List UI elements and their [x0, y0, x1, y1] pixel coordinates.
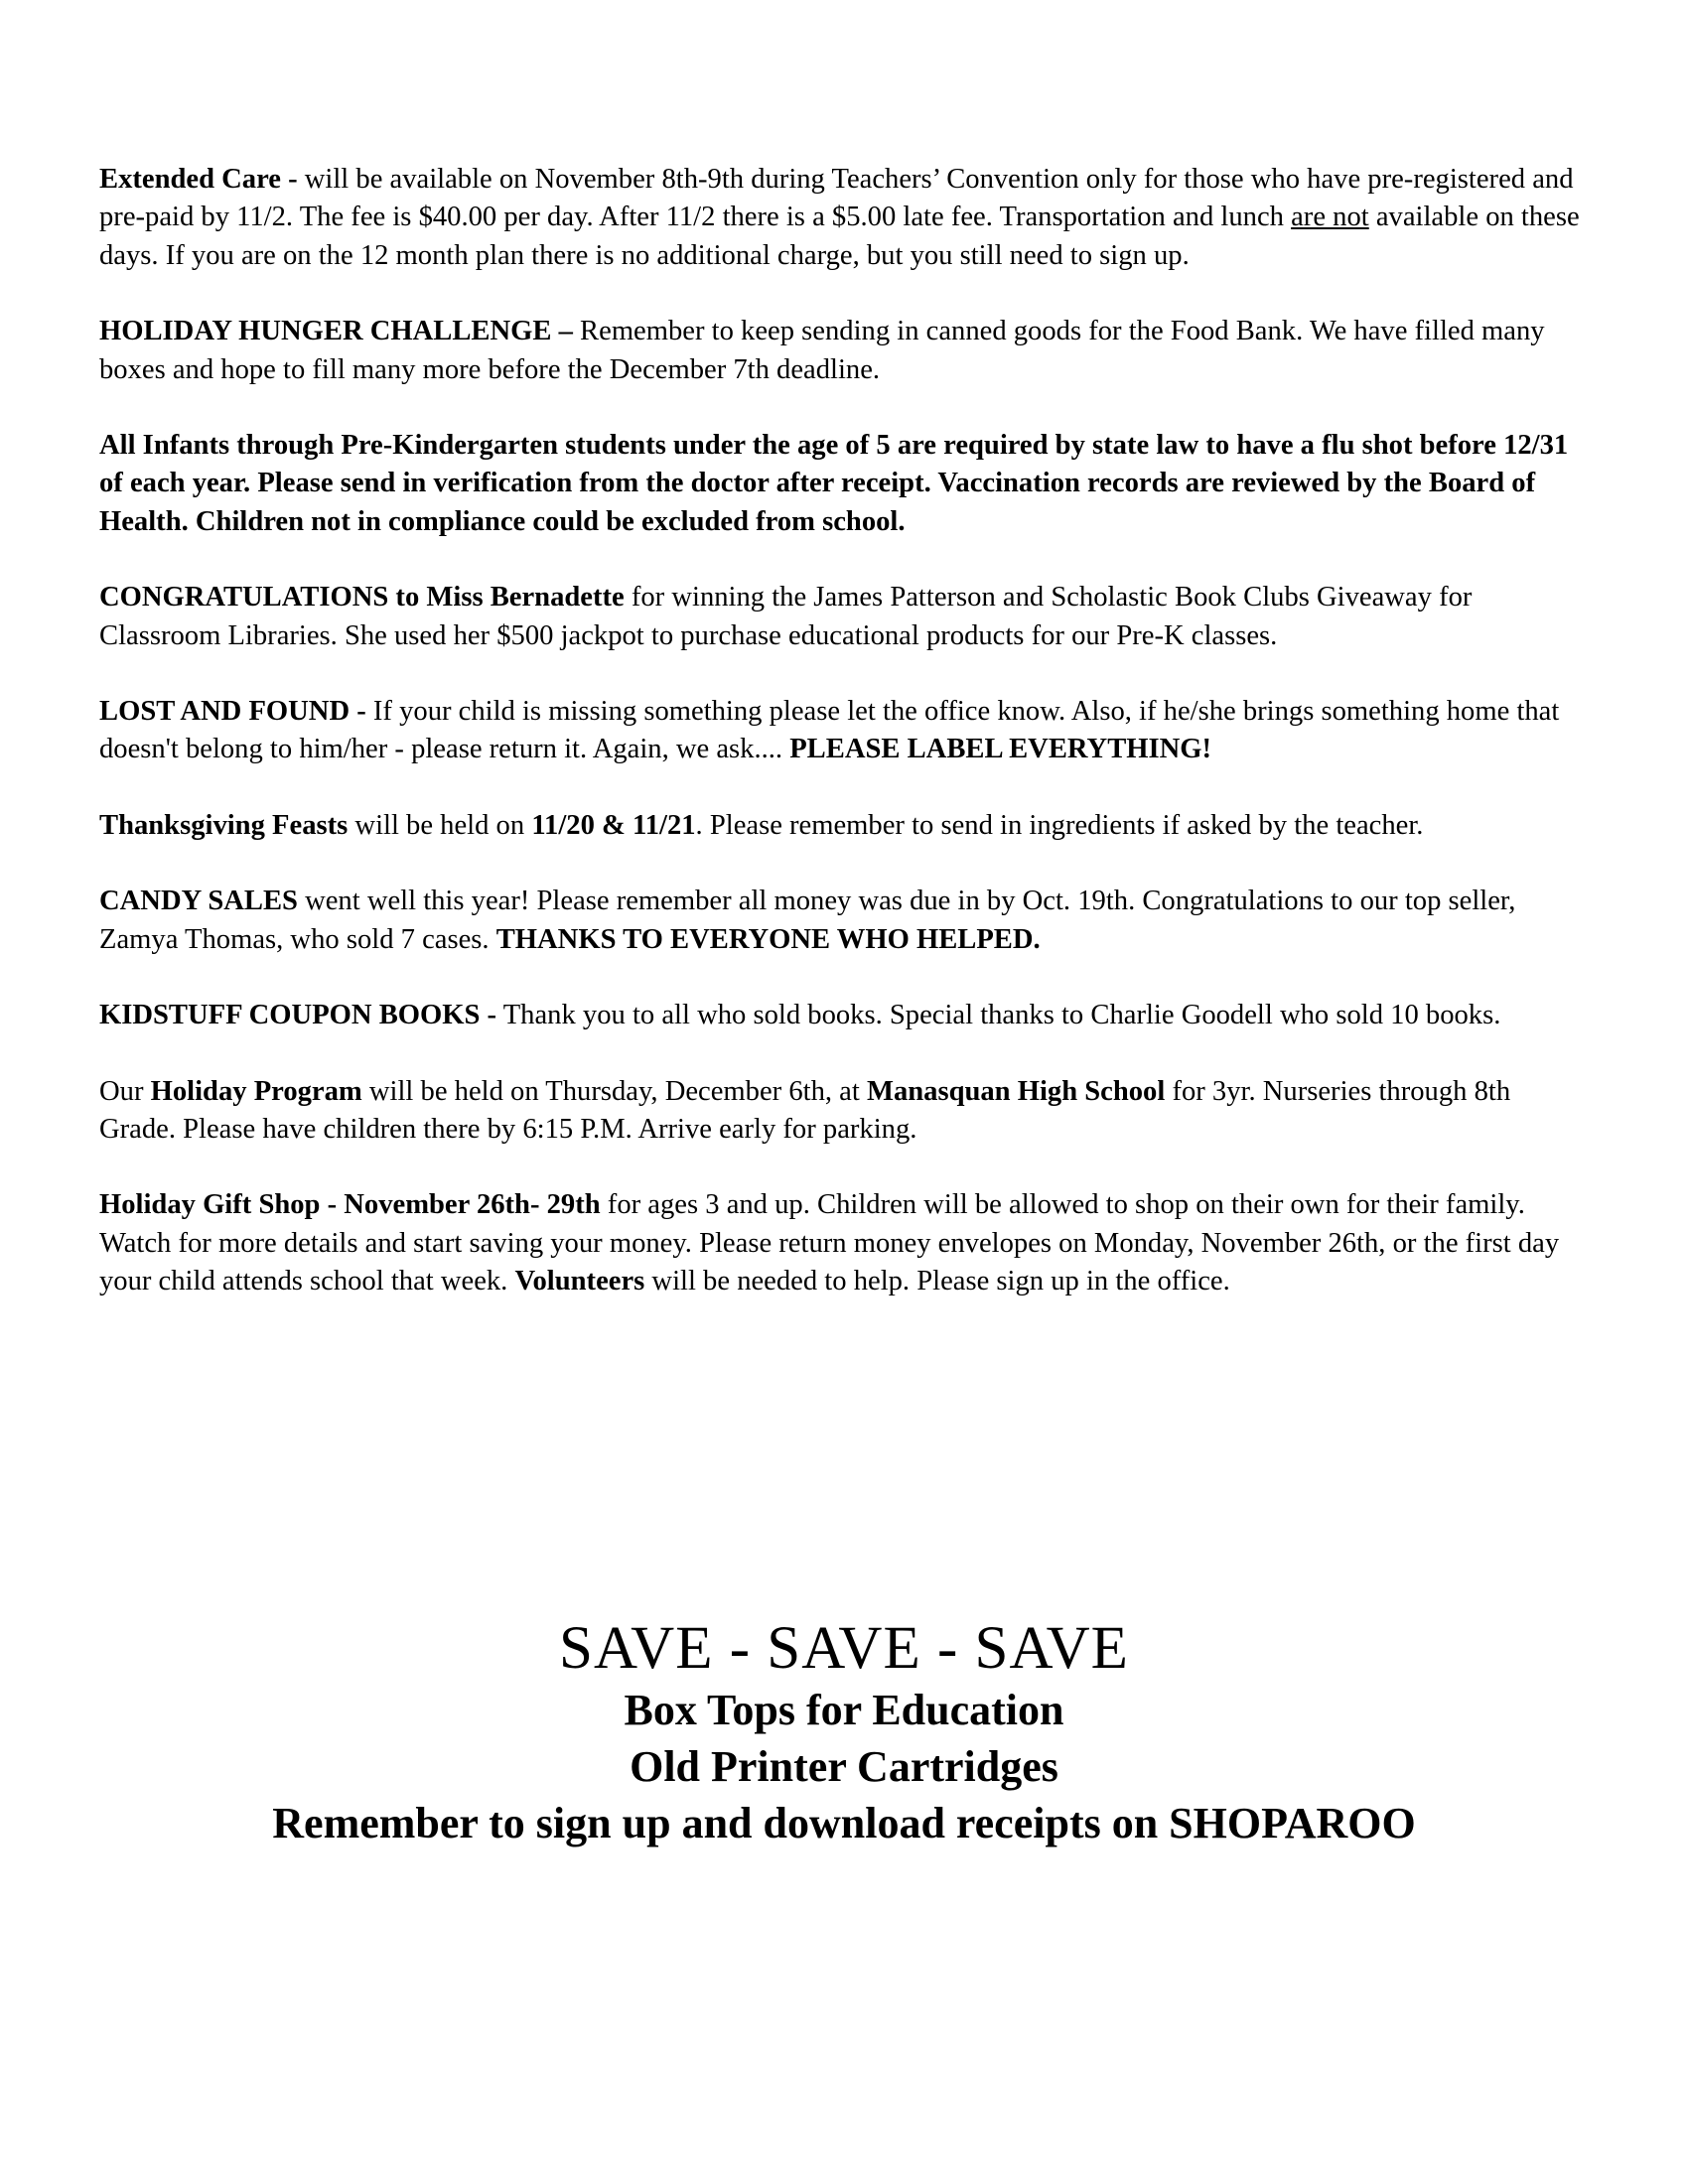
paragraph-candy-sales [99, 883, 1589, 959]
extended-care-text-segment: are not [1291, 202, 1369, 233]
holiday-program-text-segment: Our [99, 1075, 151, 1107]
holiday-program-text-segment: Manasquan High School [866, 1075, 1166, 1107]
extended-care-text-segment: will be available on November 8th-9th during Teachers’ Convention only for those who have pre-registered and pre-paid by 11/2. The fee is $40.00 per day. After 11/2 there is a $5.00 late fee. Transportation and lunch [99, 164, 1574, 233]
paragraph-congratulations [99, 579, 1589, 655]
thanksgiving-feasts-text-segment: 11/20 & 11/21 [531, 809, 696, 841]
paragraph-lost-and-found [99, 693, 1589, 769]
kidstuff-coupon-books-text-segment: Thank you to all who sold books. Special thanks to Charlie Goodell who sold 10 books. [496, 1000, 1501, 1031]
holiday-gift-shop-text-segment: for ages 3 and up. Children will be allowed to shop on their own for their family. Watch for more details and start saving your money. Please return money envelopes on Monday, November 26th, or the first day your child attends school that week. [99, 1189, 1560, 1297]
holiday-program-text-segment: Holiday Program [150, 1075, 362, 1107]
paragraph-flu-shot-notice [99, 427, 1589, 541]
thanksgiving-feasts-text-segment: . Please remember to send in ingredients if asked by the teacher. [695, 809, 1424, 841]
holiday-program-text-segment: will be held on Thursday, December 6th, at [361, 1075, 867, 1107]
newsletter-body [99, 161, 1589, 1339]
printer-cartridges-line: Old Printer Cartridges [630, 1742, 1058, 1791]
box-tops-line: Box Tops for Education [624, 1686, 1064, 1734]
lost-and-found-text-segment: PLEASE LABEL EVERYTHING! [789, 734, 1212, 765]
flu-shot-notice-text-segment: All Infants through Pre-Kindergarten students under the age of 5 are required by state law to have a flu shot before 12/31 of each year. Please send in verification from the doctor after receipt. Vaccination records are reviewed by the Board of Health. Children not in compliance could be excluded from school. [99, 430, 1569, 537]
holiday-hunger-challenge-text-segment: Remember to keep sending in canned goods for the Food Bank. We have filled many boxes and hope to fill many more before the December 7th deadline. [99, 316, 1545, 385]
thanksgiving-feasts-text-segment: Thanksgiving Feasts [99, 809, 349, 841]
candy-sales-text-segment: went well this year! Please remember all money was due in by Oct. 19th. Congratulations to our top seller, Zamya Thomas, who sold 7 cases. [99, 886, 1516, 955]
paragraph-kidstuff-coupon-books [99, 997, 1589, 1034]
save-announcement [0, 1616, 1688, 1851]
paragraph-holiday-hunger-challenge [99, 313, 1589, 389]
shoparoo-line: Remember to sign up and download receipts on SHOPAROO [272, 1799, 1416, 1847]
holiday-hunger-challenge-text-segment: HOLIDAY HUNGER CHALLENGE – [99, 316, 573, 347]
paragraph-extended-care [99, 161, 1589, 275]
holiday-gift-shop-text-segment: will be needed to help. Please sign up in the office. [644, 1266, 1230, 1297]
holiday-program-text-segment: for 3yr. Nurseries through 8th Grade. Please have children there by 6:15 P.M. Arrive early for parking. [99, 1075, 1511, 1145]
paragraph-holiday-gift-shop [99, 1186, 1589, 1300]
extended-care-text-segment: available on these days. If you are on the 12 month plan there is no additional charge, but you still need to sign up. [99, 202, 1580, 271]
candy-sales-text-segment: THANKS TO EVERYONE WHO HELPED. [495, 923, 1041, 955]
paragraph-holiday-program [99, 1073, 1589, 1150]
candy-sales-text-segment: CANDY SALES [99, 886, 298, 917]
paragraph-thanksgiving-feasts [99, 807, 1589, 845]
thanksgiving-feasts-text-segment: will be held on [348, 809, 532, 841]
lost-and-found-text-segment: LOST AND FOUND - [99, 696, 366, 728]
lost-and-found-text-segment: If your child is missing something please let the office know. Also, if he/she brings something home that doesn't belong to him/her - please return it. Again, we ask.... [99, 696, 1560, 765]
congratulations-text-segment: for winning the James Patterson and Scholastic Book Clubs Giveaway for Classroom Libraries. She used her $500 jackpot to purchase educational products for our Pre-K classes. [99, 582, 1473, 651]
holiday-gift-shop-text-segment: Holiday Gift Shop - November 26th- 29th [99, 1189, 601, 1221]
congratulations-text-segment: CONGRATULATIONS to Miss Bernadette [99, 582, 625, 614]
extended-care-text-segment: Extended Care - [99, 164, 298, 195]
save-title: SAVE - SAVE - SAVE [559, 1615, 1129, 1682]
kidstuff-coupon-books-text-segment: KIDSTUFF COUPON BOOKS - [99, 1000, 497, 1031]
holiday-gift-shop-text-segment: Volunteers [514, 1266, 645, 1297]
